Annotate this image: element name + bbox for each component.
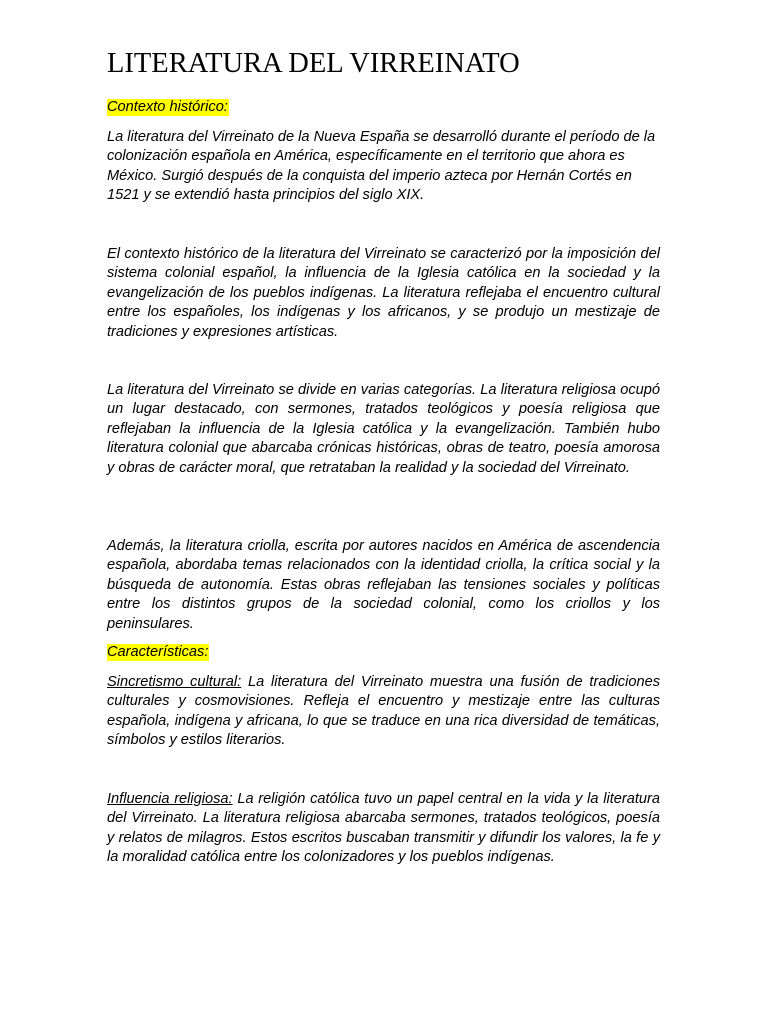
- paragraph-contexto-3: La literatura del Virreinato se divide en varias categorías. La literatura religiosa ocupó un lugar destacado, con sermones, tratados teológicos y poesía religiosa que reflejaban la influencia de la Iglesia católica y la evangelización. También hubo literatura colonial que abarcaba crónicas históricas, obras de teatro, poesía amorosa y obras de carácter moral, que retrataban la realidad y la sociedad del Virreinato.: [107, 382, 660, 476]
- characteristic-term: Sincretismo cultural:: [107, 674, 242, 690]
- paragraph-contexto-4: Además, la literatura criolla, escrita por autores nacidos en América de ascendencia española, abordaba temas relacionados con la identidad criolla, la crítica social y la búsqueda de autonomía. Estas obras reflejaban las tensiones sociales y políticas entre los distintos grupos de la sociedad colonial, como los criollos y los peninsulares.: [107, 538, 660, 632]
- characteristic-item-sincretismo: [107, 673, 660, 751]
- characteristic-text: La religión católica tuvo un papel central en la vida y la literatura del Virreinato. La literatura religiosa abarcaba sermones, tratados teológicos, poesía y relatos de milagros. Estos escritos buscaban transmitir y difundir los valores, la fe y la moralidad católica entre los colonizadores y los pueblos indígenas.: [107, 791, 660, 866]
- characteristic-text: La literatura del Virreinato muestra una fusión de tradiciones culturales y cosmovisiones. Refleja el encuentro y mestizaje entre las culturas española, indígena y africana, lo que se traduce en una rica diversidad de temáticas, símbolos y estilos literarios.: [107, 674, 660, 749]
- document-title: LITERATURA DEL VIRREINATO: [107, 48, 520, 79]
- highlighted-heading-text: Contexto histórico:: [107, 99, 228, 115]
- characteristic-item-influencia-religiosa: [107, 790, 660, 868]
- section-heading-contexto: [107, 98, 229, 118]
- paragraph-contexto-1: La literatura del Virreinato de la Nueva España se desarrolló durante el período de la colonización española en América, específicamente en el territorio que ahora es México. Surgió después de la conquista del imperio azteca por Hernán Cortés en 1521 y se extendió hasta principios del siglo XIX.: [107, 129, 656, 204]
- characteristic-term: Influencia religiosa:: [107, 791, 233, 807]
- paragraph-contexto-2: El contexto histórico de la literatura del Virreinato se caracterizó por la imposición del sistema colonial español, la influencia de la Iglesia católica en la sociedad y la evangelización de los pueblos indígenas. La literatura reflejaba el encuentro cultural entre los españoles, los indígenas y los africanos, y se produjo un mestizaje de tradiciones y expresiones artísticas.: [107, 246, 660, 340]
- section-heading-caracteristicas: [107, 643, 209, 663]
- highlighted-heading-text: Características:: [107, 644, 209, 660]
